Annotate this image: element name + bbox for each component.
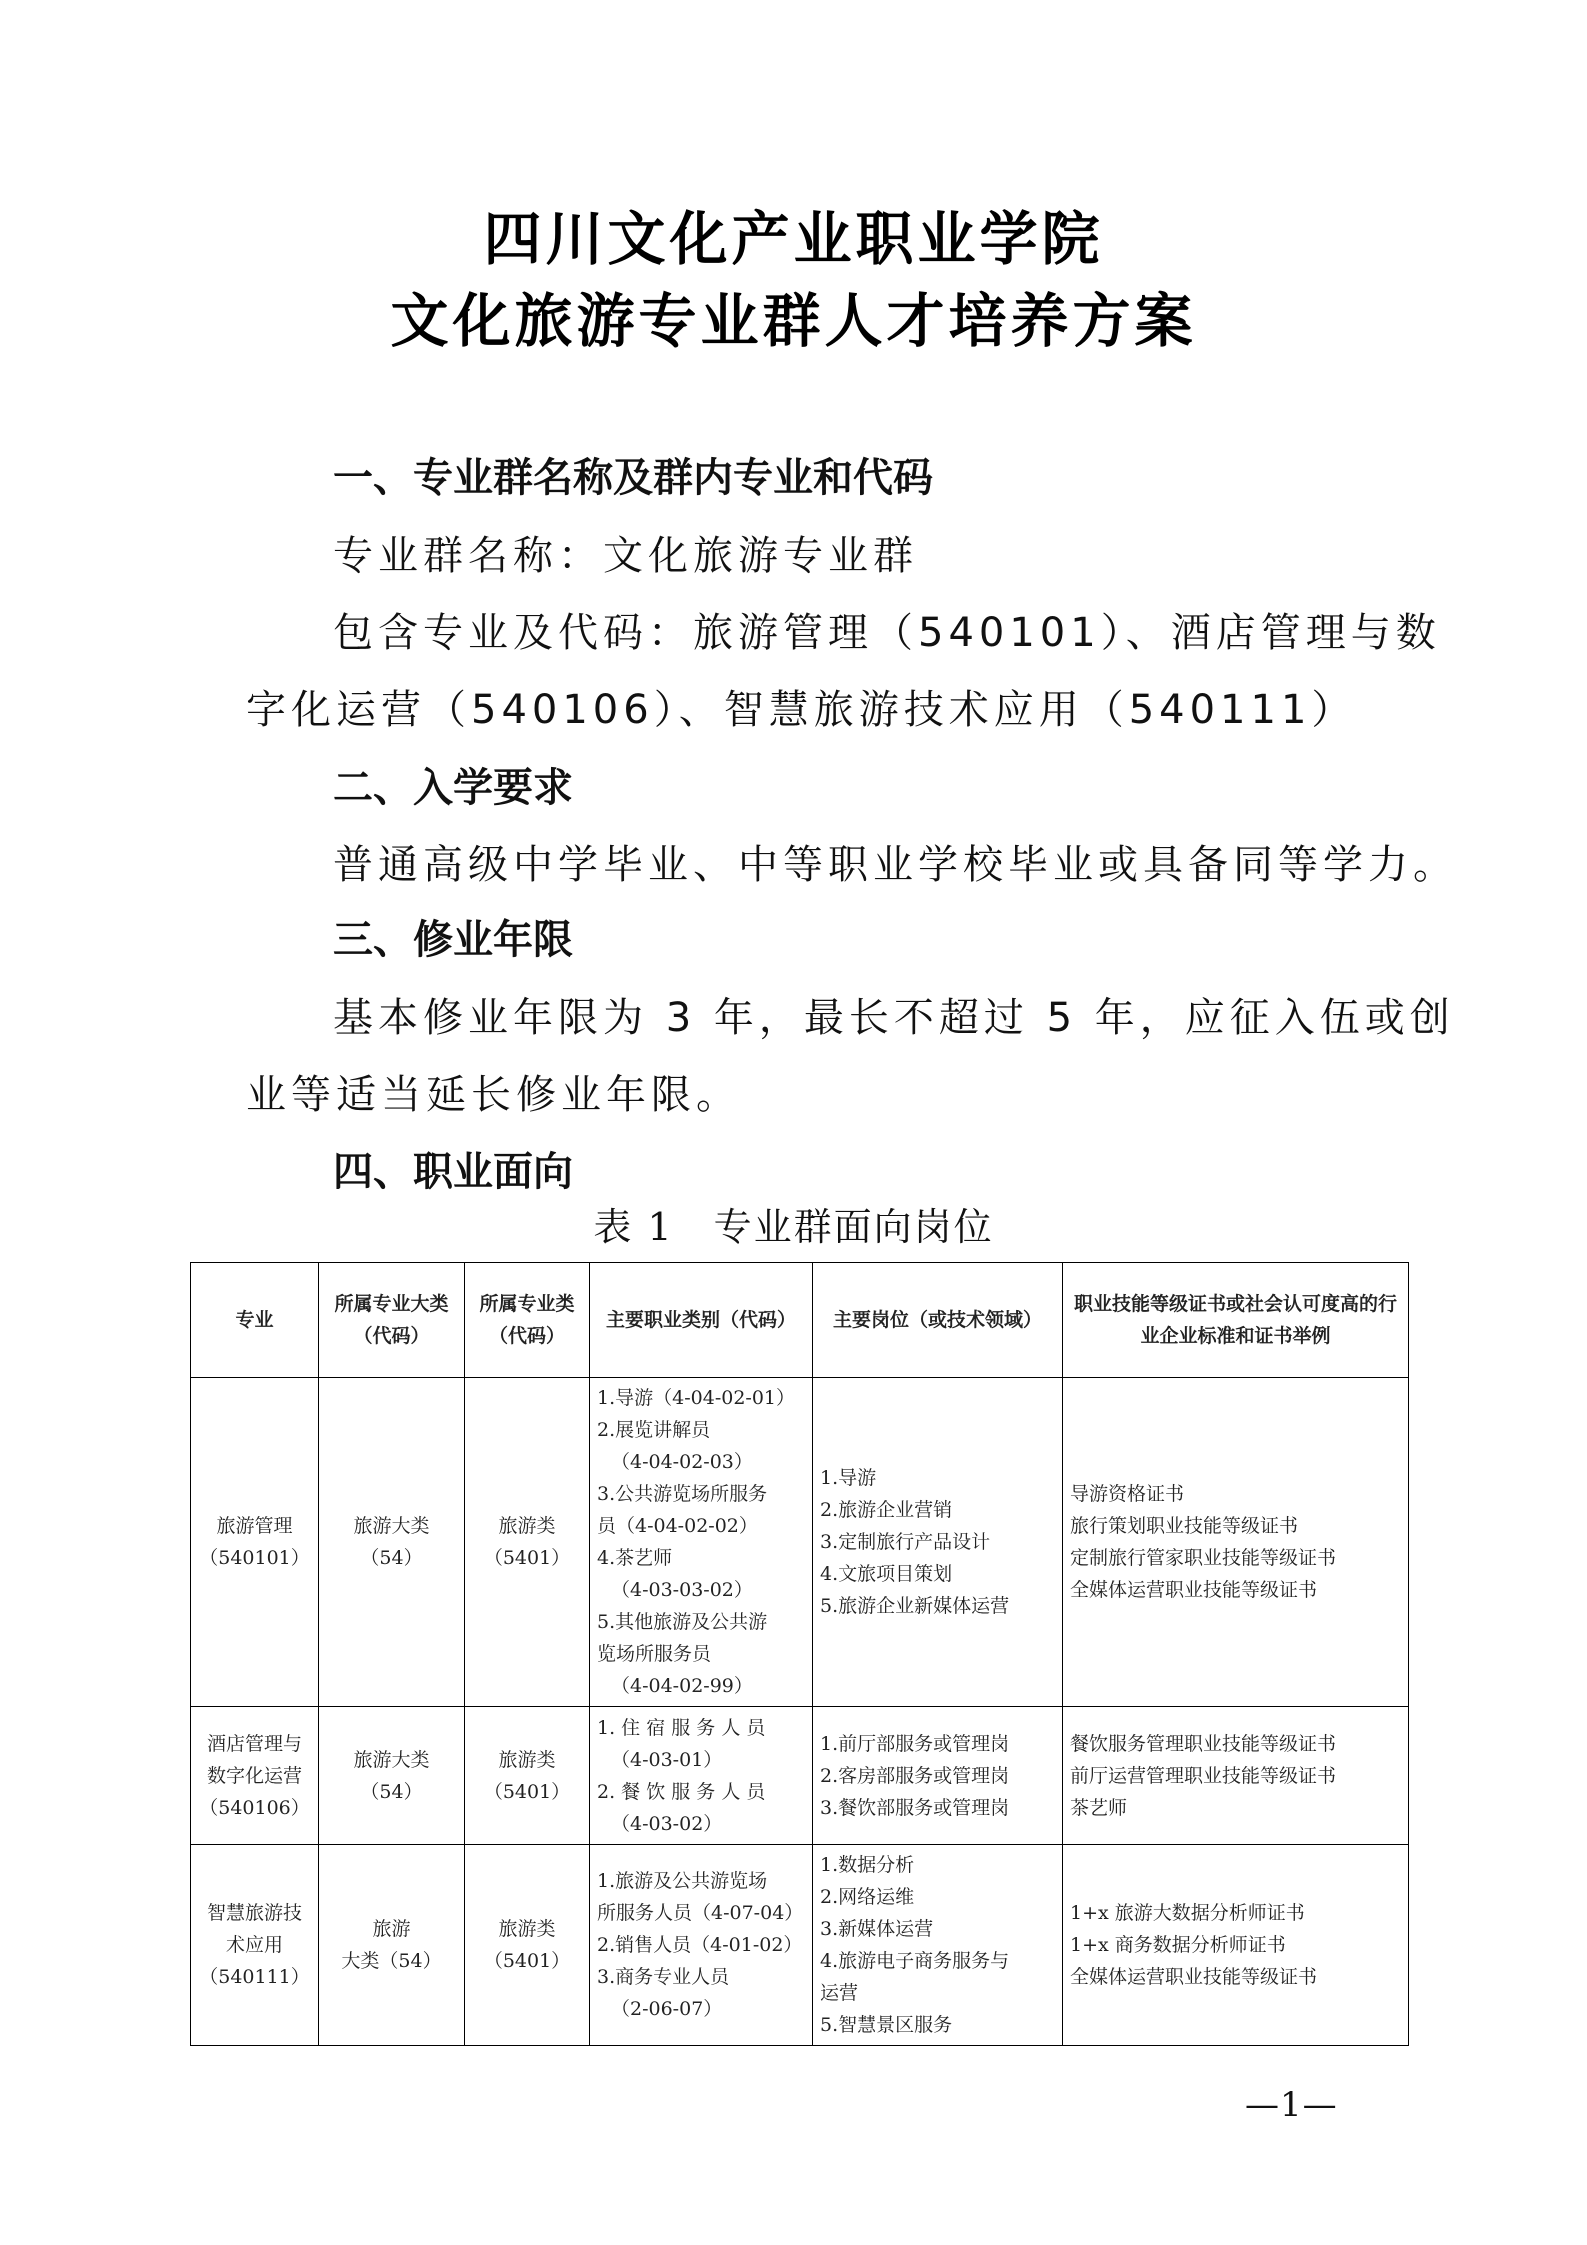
cell-line: 前厅运营管理职业技能等级证书: [1070, 1764, 1337, 1787]
cell-occupations: [590, 1378, 813, 1707]
section-1-heading: 一、专业群名称及群内专业和代码: [333, 455, 933, 501]
cell-line: （4-03-01）: [611, 1748, 723, 1771]
cell-class: [465, 1707, 590, 1845]
document-title-line-1: 四川文化产业职业学院: [483, 205, 1104, 273]
section-2-text-line-1: 普通高级中学毕业、中等职业学校毕业或具备同等学力。: [333, 842, 1458, 888]
cell-line: 所服务人员（4-07-04）: [597, 1902, 804, 1924]
cell-line: 1.导游: [820, 1467, 877, 1489]
cell-line: （2-06-07）: [611, 1998, 723, 2020]
cell-line: 2.网络运维: [820, 1886, 915, 1908]
cell-line: 员（4-04-02-02）: [597, 1515, 758, 1537]
cell-line: （4-03-03-02）: [611, 1579, 753, 1601]
cell-line: 旅游类: [498, 1918, 556, 1940]
cell-major: [191, 1845, 319, 2046]
cell-line: （5401）: [483, 1950, 571, 1972]
cell-line: 茶艺师: [1070, 1796, 1128, 1819]
cell-line: 2.销售人员（4-01-02）: [597, 1934, 803, 1956]
cell-line: （4-03-02）: [611, 1812, 723, 1835]
cell-line: 旅行策划职业技能等级证书: [1070, 1515, 1299, 1537]
cell-line: 3.公共游览场所服务: [597, 1483, 768, 1505]
occupation-table: [190, 1262, 1409, 2046]
section-3-text-line-2: 业等适当延长修业年限。: [246, 1072, 741, 1118]
cell-line: （5401）: [483, 1547, 571, 1569]
cell-line: 智慧旅游技: [206, 1902, 302, 1924]
table-row: [191, 1378, 1409, 1707]
header-certificates: 职业技能等级证书或社会认可度高的行业企业标准和证书举例: [1063, 1263, 1409, 1378]
cell-line: 2.展览讲解员: [597, 1419, 711, 1441]
cell-line: 术应用: [225, 1934, 283, 1956]
header-positions: 主要岗位（或技术领域）: [813, 1263, 1063, 1378]
cell-line: 4.文旅项目策划: [820, 1563, 953, 1585]
cell-line: 旅游类: [498, 1515, 556, 1537]
cell-line: 导游资格证书: [1070, 1483, 1185, 1505]
cell-line: 旅游大类: [353, 1515, 430, 1537]
section-1-text-line-3: 字化运营（540106）、智慧旅游技术应用（540111）: [246, 687, 1357, 733]
section-3-text-line-1: 基本修业年限为 3 年，最长不超过 5 年，应征入伍或创: [333, 995, 1455, 1041]
cell-line: 1.旅游及公共游览场: [597, 1870, 768, 1892]
cell-occupations: [590, 1845, 813, 2046]
cell-class: [465, 1378, 590, 1707]
cell-line: 数字化运营: [206, 1764, 302, 1787]
cell-line: 定制旅行管家职业技能等级证书: [1070, 1547, 1337, 1569]
cell-line: 2.旅游企业营销: [820, 1499, 953, 1521]
cell-line: 1. 住 宿 服 务 人 员: [597, 1716, 766, 1739]
cell-line: 3.商务专业人员: [597, 1966, 730, 1988]
section-1-text-line-1: 专业群名称：文化旅游专业群: [333, 533, 918, 579]
cell-line: 餐饮服务管理职业技能等级证书: [1070, 1732, 1337, 1755]
cell-certificates: [1063, 1845, 1409, 2046]
section-2-heading: 二、入学要求: [333, 765, 573, 811]
cell-line: 1+x 旅游大数据分析师证书: [1070, 1902, 1305, 1924]
cell-line: （4-04-02-03）: [611, 1451, 753, 1473]
table-caption: 表 1 专业群面向岗位: [593, 1205, 994, 1249]
cell-occupations: [590, 1707, 813, 1845]
cell-line: （540106）: [199, 1796, 310, 1819]
cell-line: 2.客房部服务或管理岗: [820, 1764, 1010, 1787]
cell-line: 全媒体运营职业技能等级证书: [1070, 1966, 1318, 1988]
cell-line: （540101）: [199, 1547, 310, 1569]
section-1-text-line-2: 包含专业及代码：旅游管理（540101）、酒店管理与数: [333, 610, 1441, 656]
section-3-heading: 三、修业年限: [333, 917, 573, 963]
cell-positions: [813, 1845, 1063, 2046]
cell-line: 1+x 商务数据分析师证书: [1070, 1934, 1286, 1956]
cell-line: （540111）: [199, 1966, 310, 1988]
cell-line: 2. 餐 饮 服 务 人 员: [597, 1780, 766, 1803]
cell-major: [191, 1378, 319, 1707]
cell-category: [319, 1378, 465, 1707]
table-row: [191, 1707, 1409, 1845]
cell-line: 全媒体运营职业技能等级证书: [1070, 1579, 1318, 1601]
cell-line: 旅游: [372, 1918, 411, 1940]
header-category: 所属专业大类（代码）: [319, 1263, 465, 1378]
cell-line: （4-04-02-99）: [611, 1675, 753, 1697]
cell-major: [191, 1707, 319, 1845]
cell-category: [319, 1845, 465, 2046]
cell-class: [465, 1845, 590, 2046]
cell-line: 1.数据分析: [820, 1854, 915, 1876]
cell-line: （54）: [360, 1780, 423, 1803]
cell-line: 3.餐饮部服务或管理岗: [820, 1796, 1010, 1819]
cell-line: 览场所服务员: [597, 1643, 712, 1665]
table-row: [191, 1845, 1409, 2046]
cell-line: 旅游类: [498, 1748, 556, 1771]
cell-line: 5.旅游企业新媒体运营: [820, 1595, 1010, 1617]
cell-line: （54）: [360, 1547, 423, 1569]
cell-line: 3.新媒体运营: [820, 1918, 934, 1940]
cell-line: 5.智慧景区服务: [820, 2014, 953, 2036]
cell-positions: [813, 1707, 1063, 1845]
table-header-row: [191, 1263, 1409, 1378]
document-title-line-2: 文化旅游专业群人才培养方案: [390, 287, 1197, 355]
header-occupations: 主要职业类别（代码）: [590, 1263, 813, 1378]
page-number: —1—: [1245, 2085, 1338, 2125]
cell-category: [319, 1707, 465, 1845]
section-4-heading: 四、职业面向: [333, 1149, 573, 1195]
cell-line: 4.旅游电子商务服务与: [820, 1950, 1010, 1972]
cell-line: 1.导游（4-04-02-01）: [597, 1387, 796, 1409]
cell-line: 旅游管理: [216, 1515, 293, 1537]
cell-line: 1.前厅部服务或管理岗: [820, 1732, 1010, 1755]
cell-line: 4.茶艺师: [597, 1547, 673, 1569]
cell-line: 5.其他旅游及公共游: [597, 1611, 768, 1633]
cell-line: 酒店管理与: [206, 1732, 302, 1755]
cell-certificates: [1063, 1707, 1409, 1845]
cell-line: 大类（54）: [341, 1950, 442, 1972]
cell-positions: [813, 1378, 1063, 1707]
cell-certificates: [1063, 1378, 1409, 1707]
cell-line: 运营: [820, 1982, 859, 2004]
cell-line: 旅游大类: [353, 1748, 430, 1771]
header-class: 所属专业类（代码）: [465, 1263, 590, 1378]
header-major: 专业: [191, 1263, 319, 1378]
cell-line: （5401）: [483, 1780, 571, 1803]
cell-line: 3.定制旅行产品设计: [820, 1531, 991, 1553]
